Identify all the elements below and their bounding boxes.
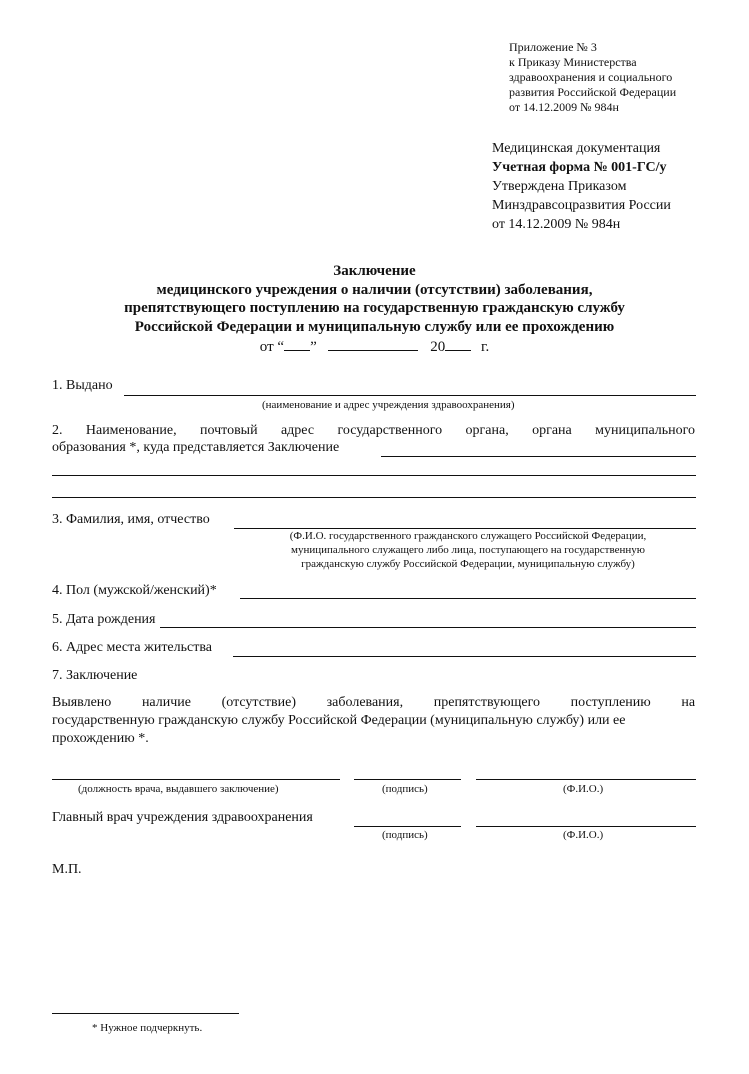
- year-prefix: 20: [430, 339, 446, 355]
- conclusion-label: 7. Заключение: [52, 668, 138, 683]
- appendix-line: здравоохранения и социального: [509, 70, 673, 84]
- year-field[interactable]: [445, 336, 471, 351]
- stamp-label: М.П.: [52, 862, 82, 877]
- word: органа,: [465, 423, 509, 438]
- word: почтовый: [199, 423, 258, 438]
- fio-label: 3. Фамилия, имя, отчество: [52, 512, 210, 527]
- meddoc-line: Утверждена Приказом: [492, 179, 627, 194]
- address-label: 6. Адрес места жительства: [52, 640, 212, 655]
- appendix-line: развития Российской Федерации: [509, 85, 677, 99]
- document-title: [0, 262, 749, 336]
- doctor-position-hint: (должность врача, выдавшего заключение): [78, 783, 279, 795]
- appendix-block: [509, 40, 676, 115]
- birth-date-label: 5. Дата рождения: [52, 612, 156, 627]
- medical-documentation-block: [492, 139, 671, 234]
- chief-fio-field[interactable]: [476, 826, 696, 827]
- footnote: * Нужное подчеркнуть.: [92, 1022, 203, 1034]
- birth-date-field[interactable]: [160, 627, 696, 628]
- word: 2. Наименование,: [52, 423, 177, 438]
- issued-label: 1. Выдано: [52, 378, 113, 393]
- fio-hint-line: гражданскую службу Российской Федерации, муниципальную службу): [301, 558, 635, 570]
- organization-text: [52, 422, 695, 440]
- doctor-fio-field[interactable]: [476, 779, 696, 780]
- chief-fio-hint: (Ф.И.О.): [563, 829, 604, 841]
- chief-signature-field[interactable]: [354, 826, 461, 827]
- doctor-fio-hint: (Ф.И.О.): [563, 783, 604, 795]
- date-from: от “: [259, 339, 285, 355]
- title-line: медицинского учреждения о наличии (отсутствии) заболевания,: [156, 281, 593, 298]
- year-suffix: г.: [480, 339, 490, 355]
- word: Выявлено: [52, 695, 112, 710]
- fio-hint: [240, 529, 696, 571]
- word: государственного: [337, 423, 443, 438]
- organization-field[interactable]: [381, 456, 696, 457]
- organization-field-3[interactable]: [52, 497, 696, 498]
- fio-hint-line: (Ф.И.О. государственного гражданского служащего Российской Федерации,: [289, 530, 647, 542]
- word: (отсутствие): [221, 695, 297, 710]
- chief-signature-hint: (подпись): [382, 829, 428, 841]
- org-line-1: [52, 422, 695, 440]
- word: наличие: [141, 695, 191, 710]
- title-line: препятствующего поступлению на государственную гражданскую службу: [124, 300, 625, 316]
- chief-doctor-label: Главный врач учреждения здравоохранения: [52, 810, 313, 825]
- title-line: Заключение: [333, 263, 416, 279]
- organization-field-2[interactable]: [52, 475, 696, 476]
- word: поступлению: [570, 695, 651, 710]
- meddoc-line: Минздравсоцразвития России: [492, 198, 671, 213]
- sex-label: 4. Пол (мужской/женский)*: [52, 583, 217, 598]
- meddoc-line: Медицинская документация: [492, 141, 661, 156]
- doctor-signature-hint: (подпись): [382, 783, 428, 795]
- word: органа: [532, 423, 572, 438]
- date-line: [0, 336, 749, 356]
- date-quote: ”: [310, 339, 317, 355]
- appendix-line: от 14.12.2009 № 984н: [509, 100, 619, 114]
- footnote-divider: [52, 1013, 239, 1014]
- conclusion-line-1: [52, 694, 695, 712]
- word: на: [681, 695, 696, 710]
- doctor-signature-field[interactable]: [354, 779, 461, 780]
- issued-hint: (наименование и адрес учреждения здравоохранения): [262, 399, 515, 411]
- organization-label: образования *, куда представляется Заключение: [52, 440, 340, 455]
- word: муниципального: [595, 423, 696, 438]
- address-field[interactable]: [233, 656, 696, 657]
- title-line: Российской Федерации и муниципальную службу или ее прохождению: [134, 318, 615, 335]
- word: адрес: [280, 423, 315, 438]
- meddoc-line: от 14.12.2009 № 984н: [492, 217, 621, 232]
- fio-hint-line: муниципального служащего либо лица, поступающего на государственную: [291, 544, 645, 556]
- conclusion-line-3: прохождению *.: [52, 731, 149, 746]
- month-field[interactable]: [328, 336, 418, 351]
- word: препятствующего: [433, 695, 540, 710]
- conclusion-text: [52, 694, 695, 748]
- word: заболевания,: [326, 695, 404, 710]
- day-field[interactable]: [284, 336, 310, 351]
- appendix-line: Приложение № 3: [509, 40, 597, 54]
- issued-field[interactable]: [124, 395, 696, 396]
- sex-field[interactable]: [240, 598, 696, 599]
- doctor-position-field[interactable]: [52, 779, 340, 780]
- appendix-line: к Приказу Министерства: [509, 55, 637, 69]
- form-number: Учетная форма № 001-ГС/у: [492, 160, 667, 175]
- conclusion-line-2: государственную гражданскую службу Российской Федерации (муниципальную службу) или ее: [52, 713, 626, 728]
